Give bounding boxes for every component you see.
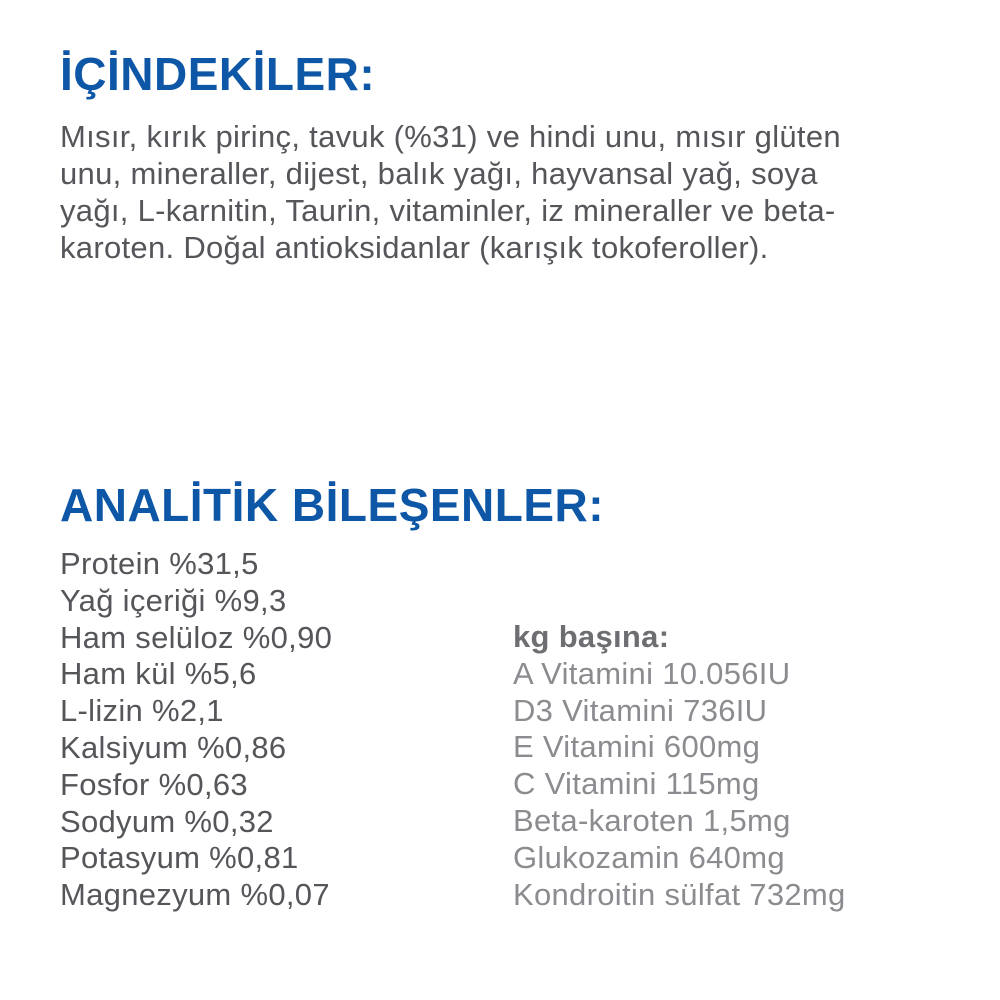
nutrient-list — [60, 546, 513, 914]
analytical-columns — [60, 546, 940, 914]
vitamin-item: A Vitamini 10.056IU — [513, 655, 791, 691]
vitamin-item: C Vitamini 115mg — [513, 766, 760, 802]
nutrient-item: Yağ içeriği %9,3 — [60, 582, 287, 618]
analytical-heading: ANALİTİK BİLEŞENLER: — [60, 479, 605, 531]
vitamin-item: Kondroitin sülfat 732mg — [513, 876, 846, 912]
nutrient-item: Potasyum %0,81 — [60, 840, 299, 876]
vitamin-item: Beta-karoten 1,5mg — [513, 802, 791, 838]
ingredients-section — [60, 48, 940, 266]
nutrient-item: Ham kül %5,6 — [60, 656, 257, 692]
nutrient-item: Protein %31,5 — [60, 546, 259, 581]
nutrient-item: Sodyum %0,32 — [60, 803, 274, 839]
vitamin-item: D3 Vitamini 736IU — [513, 692, 768, 728]
nutrient-item: Ham selüloz %0,90 — [60, 619, 333, 655]
ingredients-heading: İÇİNDEKİLER: — [60, 48, 376, 100]
nutrient-item: Kalsiyum %0,86 — [60, 729, 287, 765]
vitamin-item: E Vitamini 600mg — [513, 729, 761, 765]
ingredients-text: Mısır, kırık pirinç, tavuk (%31) ve hindi unu, mısır glüten unu, mineraller, dijest, balık yağı, hayvansal yağ, soya yağı, L-karnitin, Taurin, vitaminler, iz mineraller ve beta-karoten. Doğal antioksidanlar (karışık tokoferoller). — [60, 119, 841, 265]
per-kg-column — [513, 619, 846, 913]
vitamin-list — [513, 656, 846, 914]
vitamin-item: Glukozamin 640mg — [513, 839, 785, 875]
analytical-section — [60, 479, 940, 914]
nutrient-item: Magnezyum %0,07 — [60, 877, 330, 913]
per-kg-heading: kg başına: — [513, 619, 670, 654]
nutrient-item: L-lizin %2,1 — [60, 693, 224, 729]
nutrient-item: Fosfor %0,63 — [60, 766, 248, 802]
